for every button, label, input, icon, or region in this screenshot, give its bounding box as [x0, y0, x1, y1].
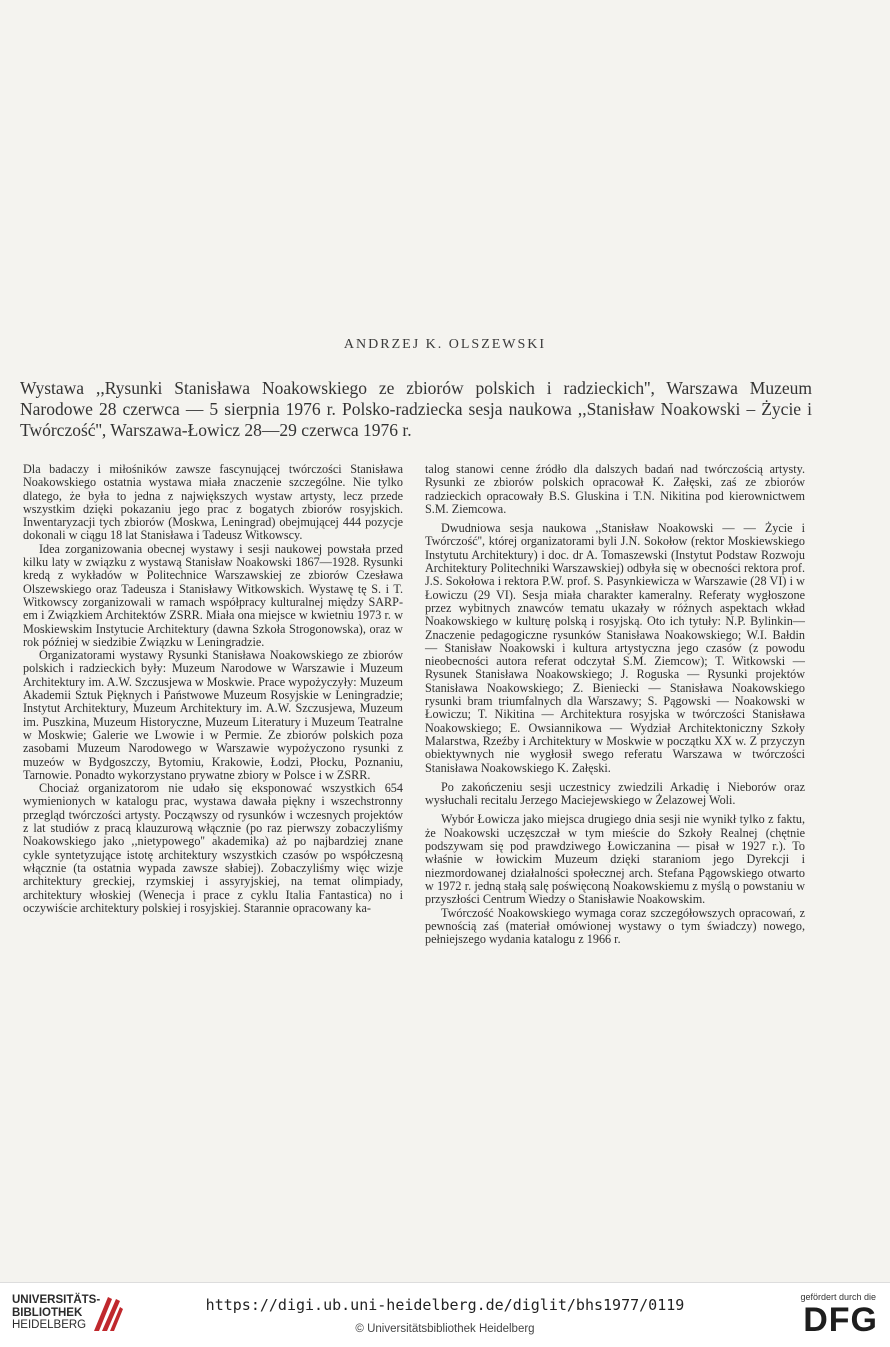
paragraph: Twórczość Noakowskiego wymaga coraz szczegółowszych opracowań, z pewnością zaś (materiał omówionej wystawy o tym świadczy) nowego, pełniejszego wydania katalogu z 1966 r. [425, 905, 805, 947]
paragraph: Dla badaczy i miłośników zawsze fascynującej twórczości Stanisława Noakowskiego ostatnia wystawa miała znaczenie szczególne. Nie tylko dlatego, że była to jedna z największych wystaw artysty, lecz przede wszystkim dzięki pokazaniu jego prac z bogatych zbiorów rosyjskich. Inwentaryzacji tych zbiorów (Moskwa, Leningrad) obejmującej 444 pozycje dokonali w ciągu 18 lat Stanisława i Tadeusz Witkowscy. [23, 462, 403, 543]
logo-text: BIBLIOTHEK [12, 1306, 83, 1319]
permalink-url[interactable]: https://digi.ub.uni-heidelberg.de/diglit/bhs1977/0119 [205, 1296, 685, 1314]
viewer-footer [0, 1282, 890, 1347]
dfg-logo[interactable]: DFG [803, 1301, 878, 1339]
left-column [23, 463, 403, 915]
paragraph: Po zakończeniu sesji uczestnicy zwiedzili Arkadię i Nieborów oraz wysłuchali recitalu Jerzego Maciejewskiego w Żelazowej Woli. [425, 779, 805, 808]
logo-text: HEIDELBERG [12, 1319, 87, 1331]
paragraph: Wybór Łowicza jako miejsca drugiego dnia sesji nie wynikł tylko z faktu, że Noakowski uczęszczał w tym mieście do Szkoły Realnej (chętnie podszywam się pod prawdziwego Łowiczanina — pisał w 1927 r.). To właśnie w łowickim Muzeum dzięki staraniom jego Dyrekcji i niezmordowanej działalności społecznej arch. Stefana Pągowskiego otwarto w 1972 r. jedną stałą salę poświęconą Noakowskiemu z myślą o powstaniu w przyszłości Centrum Wiedzy o Stanisławie Noakowskim. [425, 812, 805, 907]
paragraph: Dwudniowa sesja naukowa ,,Stanisław Noakowski — — Życie i Twórczość'', której organizatorami byli J.N. Sokołow (rektor Moskiewskiego Instytutu Architektury) i doc. dr A. Tomaszewski (Instytut Podstaw Rozwoju Architektury Politechniki Warszawskiej) odbyła się w obecności rektora prof. J.S. Sokołowa i rektora P.W. prof. S. Pasynkiewicza w Warszawie (28 VI) i w Łowiczu (29 VI). Sesja miała charakter kameralny. Referaty wygłoszone przez wybitnych znawców tematu ukazały w różnych aspektach wkład Noakowskiego w kulturę polską i rosyjską. Oto ich tytuły: N.P. Bylinkin— Znaczenie pedagogiczne rysunków Stanisława Noakowskiego; W.I. Bałdin — Stanisław Noakowski i kultura artystyczna jego czasów (z powodu nieobecności autora referat odczytał S.M. Ziemcow); T. Witkowski — Rysunek Stanisława Noakowskiego; J. Roguska — Rysunki projektów Stanisława Noakowskiego; Z. Bieniecki — Stanisława Noakowskiego rysunki bram triumfalnych dla Warszawy; S. Pągowski — Noakowski w Łowiczu; T. Nikitina — Architektura rosyjska w twórczości Stanisława Noakowskiego; E. Owsiannikowa — Wydział Architektoniczny Szkoły Malarstwa, Rzeźby i Architektury w Moskwie w początku XX w. Z przyczyn obiektywnych nie wygłosił swego referatu Warszawa w twórczości Stanisława Noakowskiego K. Załęski. [425, 521, 805, 775]
paragraph: Idea zorganizowania obecnej wystawy i sesji naukowej powstała przed kilku laty w związku z wystawą Stanisław Noakowski 1867—1928. Rysunki kredą z wykładów w Politechnice Warszawskiej ze zbiorów Czesława Olszewskiego oraz Tadeusza i Stanisławy Witkowskich. Wystawę tę S. i T. Witkowscy zorganizowali w ramach współpracy kulturalnej między SARP-em i Związkiem Architektów ZSRR. Miała ona miejsce w kwietniu 1973 r. w Moskiewskim Instytucie Architektury (dawna Szkoła Strogonowska), oraz w rok później w siedzibie Związku w Leningradzie. [23, 541, 403, 649]
copyright-text: © Universitätsbibliothek Heidelberg [355, 1323, 535, 1335]
paragraph: talog stanowi cenne źródło dla dalszych badań nad twórczością artysty. Rysunki ze zbiorów polskich opracował K. Załęski, zaś ze zbiorów radzieckich opracowały B.S. Gluskina i T.N. Nikitina pod kierownictwem S.M. Ziemcowa. [425, 462, 805, 516]
article-author: ANDRZEJ K. OLSZEWSKI [343, 337, 547, 352]
paragraph: Organizatorami wystawy Rysunki Stanisława Noakowskiego ze zbiorów polskich i radzieckich były: Muzeum Narodowe w Warszawie i Muzeum Architektury im. A.W. Szczusjewa w Moskwie. Prace wypożyczyły: Muzeum Akademii Sztuk Pięknych i Państwowe Muzeum Rosyjskie w Leningradzie; Instytut Architektury, Muzeum Architektury im. A.W. Szczusjewa, Muzeum im. Puszkina, Muzeum Historyczne, Muzeum Literatury i Muzeum Teatralne w Moskwie; Galerie we Lwowie i w Permie. Ze zbiorów polskich poza zasobami Muzeum Narodowego w Warszawie wypożyczono rysunki z muzeów w Bydgoszczy, Bytomiu, Krakowie, Łodzi, Płocku, Poznaniu, Tarnowie. Ponadto wykorzystano prywatne zbiory w Polsce i w ZSRR. [23, 648, 403, 782]
paragraph: Chociaż organizatorom nie udało się eksponować wszystkich 654 wymienionych w katalogu prac, wystawa dawała piękny i wszechstronny przegląd twórczości artysty. Począwszy od rysunków i wczesnych projektów z lat studiów z pracą klauzurową włącznie (po raz pierwszy zobaczyliśmy Noakowskiego jako ,,nietypowego'' akademika) aż po najbardziej znane cykle syntetyzujące istotę architektury wszystkich czasów po współczesną włącznie (ta ostatnia wypada zawsze słabiej). Zobaczyliśmy więc wizje architektury greckiej, rzymskiej i assyryjskiej, na temat olimpiady, architektury włoskiej (Wenecja i prace z cyklu Italia Fantastica) no i oczywiście architektury polskiej i rosyjskiej. Starannie opracowany ka- [23, 781, 403, 915]
article-subtitle: Wystawa ,,Rysunki Stanisława Noakowskiego ze zbiorów polskich i radzieckich'', Warszawa Muzeum Narodowe 28 czerwca — 5 sierpnia 1976 r. Polsko-radziecka sesja naukowa ,,Stanisław Noakowski – Życie i Twórczość'', Warszawa-Łowicz 28—29 czerwca 1976 r. [20, 378, 812, 440]
logo-text: UNIVERSITÄTS- [12, 1294, 101, 1306]
sponsor-label: gefördert durch die [800, 1292, 876, 1302]
right-column [425, 463, 805, 946]
